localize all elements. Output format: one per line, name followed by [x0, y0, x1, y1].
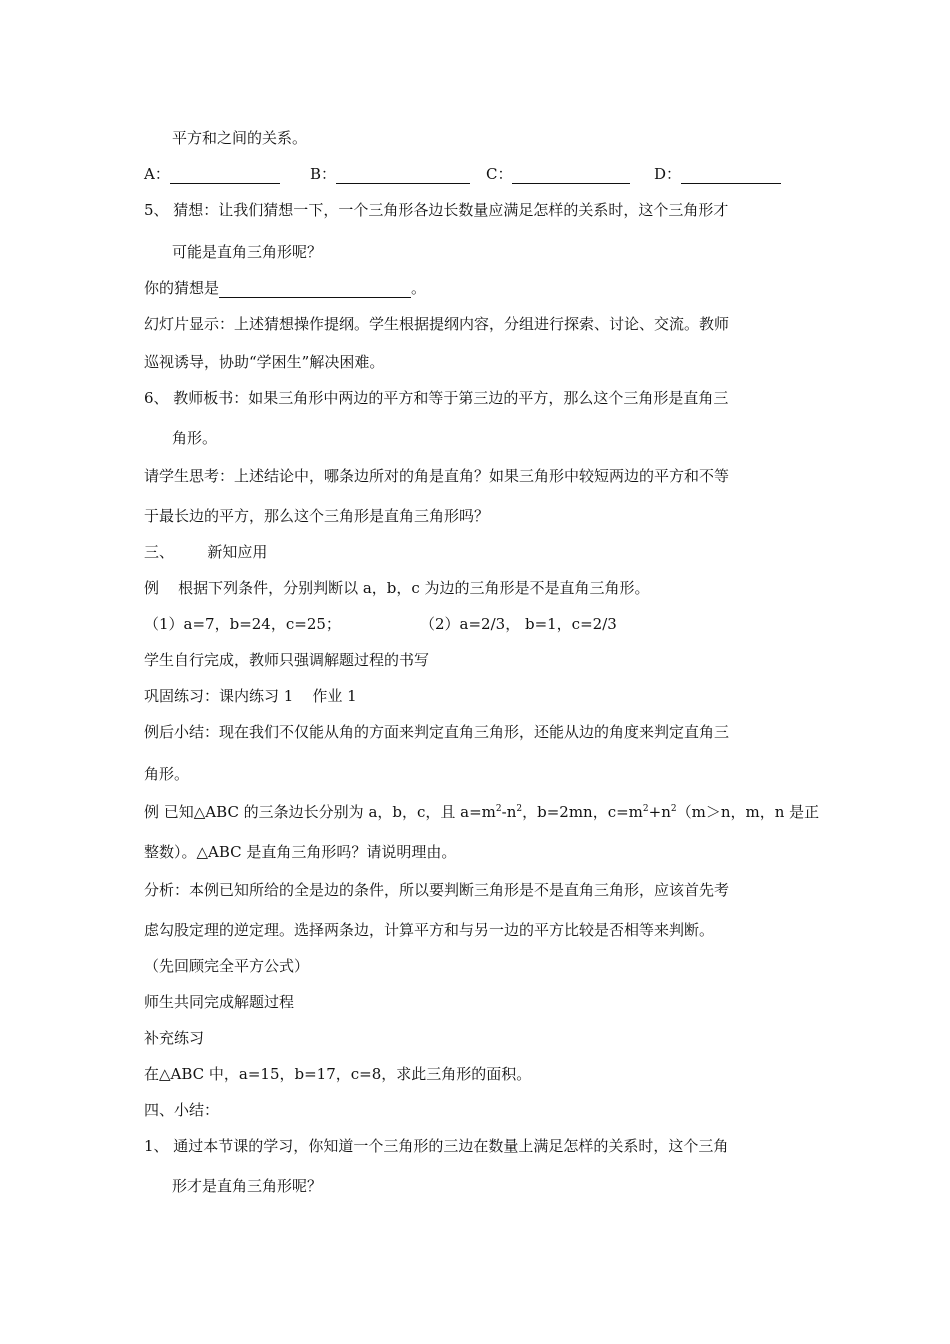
text-line: 形才是直角三角形呢？ — [172, 1177, 323, 1195]
option-c — [486, 164, 630, 184]
formula-part: ，b=2mn，c=m — [522, 803, 643, 821]
section-heading: 三、 新知应用 — [144, 543, 268, 561]
option-a-blank — [170, 167, 280, 184]
example-conditions-2: （2）a=2/3， b=1，c=2/3 — [420, 615, 617, 633]
option-a — [144, 164, 280, 184]
option-d-label: D： — [654, 165, 682, 183]
superscript: 2 — [495, 804, 502, 814]
option-d — [654, 164, 781, 184]
guess-end: 。 — [411, 279, 427, 297]
text-line: 整数）。△ABC 是直角三角形吗？请说明理由。 — [144, 843, 457, 861]
formula-part: -n — [501, 803, 517, 821]
text-line: 分析：本例已知所给的全是边的条件，所以要判断三角形是不是直角三角形，应该首先考 — [144, 881, 730, 899]
option-d-blank — [681, 167, 781, 184]
text-line: 虑勾股定理的逆定理。选择两条边，计算平方和与另一边的平方比较是否相等来判断。 — [144, 921, 715, 939]
text-line: 平方和之间的关系。 — [172, 129, 308, 147]
text-line: 1、 通过本节课的学习，你知道一个三角形的三边在数量上满足怎样的关系时，这个三角 — [144, 1137, 729, 1155]
formula-part: （m＞n，m，n 是正 — [676, 803, 820, 821]
superscript: 2 — [670, 804, 677, 814]
text-line: 于最长边的平方，那么这个三角形是直角三角形吗？ — [144, 507, 490, 525]
section-heading: 四、小结： — [144, 1101, 220, 1119]
text-line: 角形。 — [172, 429, 218, 447]
option-a-label: A： — [144, 165, 170, 183]
option-c-blank — [512, 167, 630, 184]
option-b-blank — [336, 167, 470, 184]
option-c-label: C： — [486, 165, 513, 183]
text-line: 巩固练习：课内练习 1 作业 1 — [144, 687, 357, 705]
guess-label: 你的猜想是 — [144, 279, 220, 297]
text-line: 幻灯片显示：上述猜想操作提纲。学生根据提纲内容，分组进行探索、讨论、交流。教师 — [144, 315, 730, 333]
text-line: 师生共同完成解题过程 — [144, 993, 295, 1011]
formula-part: +n — [648, 803, 671, 821]
guess-blank — [219, 281, 411, 298]
guess-line — [144, 278, 426, 298]
text-line: 可能是直角三角形呢？ — [172, 243, 323, 261]
option-b-label: B： — [310, 165, 337, 183]
option-b — [310, 164, 470, 184]
text-line: 请学生思考：上述结论中，哪条边所对的角是直角？如果三角形中较短两边的平方和不等 — [144, 467, 730, 485]
text-line: 补充练习 — [144, 1029, 205, 1047]
text-line: 6、 教师板书：如果三角形中两边的平方和等于第三边的平方，那么这个三角形是直角三 — [144, 389, 729, 407]
example-conditions-1: （1）a=7，b=24，c=25； — [144, 615, 341, 633]
text-line: 例 根据下列条件，分别判断以 a，b，c 为边的三角形是不是直角三角形。 — [144, 579, 650, 597]
superscript: 2 — [516, 804, 523, 814]
superscript: 2 — [642, 804, 649, 814]
example-formula-line — [144, 802, 819, 822]
formula-part: 例 已知△ABC 的三条边长分别为 a，b，c，且 a=m — [144, 803, 496, 821]
text-line: 5、 猜想：让我们猜想一下，一个三角形各边长数量应满足怎样的关系时，这个三角形才 — [144, 201, 729, 219]
text-line: （先回顾完全平方公式） — [144, 957, 310, 975]
text-line: 学生自行完成，教师只强调解题过程的书写 — [144, 651, 430, 669]
text-line: 在△ABC 中，a=15，b=17，c=8，求此三角形的面积。 — [144, 1065, 532, 1083]
text-line: 巡视诱导，协助“学困生”解决困难。 — [144, 353, 385, 371]
text-line: 例后小结：现在我们不仅能从角的方面来判定直角三角形，还能从边的角度来判定直角三 — [144, 723, 730, 741]
text-line: 角形。 — [144, 765, 190, 783]
